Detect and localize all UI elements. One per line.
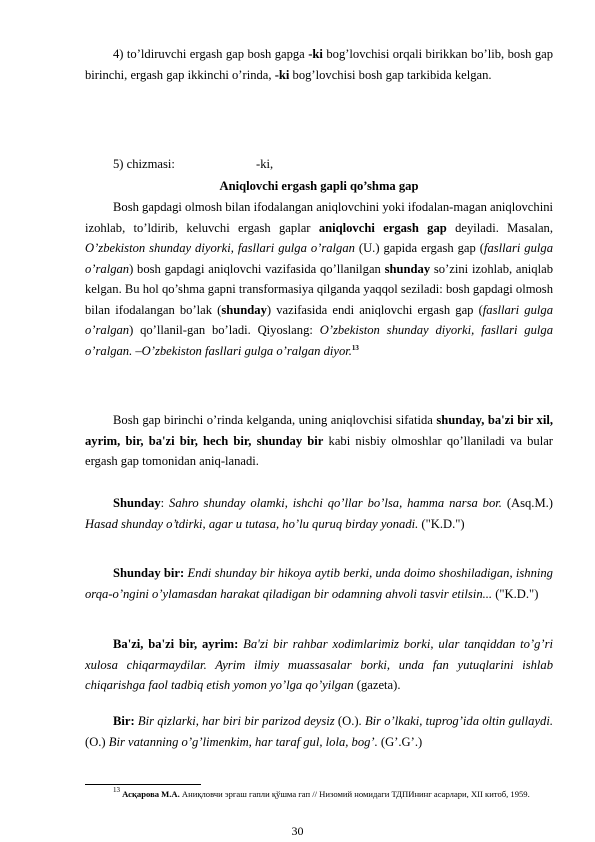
page-number: 30 bbox=[291, 824, 304, 838]
example-italic: Hasad shunday o’tdirki, agar u tutasa, ho’lu quruq birday yonadi. bbox=[85, 516, 419, 531]
footnote-separator bbox=[85, 784, 201, 785]
example-source: (O.) bbox=[85, 734, 109, 749]
footnote-number: 13 bbox=[113, 786, 120, 794]
scheme-ki: -ki, bbox=[256, 157, 274, 171]
example-italic: Bir vatanning o’g’limenkim, har taraf gul, lola, bog’. bbox=[108, 734, 378, 749]
example-keyword: Shunday bbox=[113, 496, 161, 510]
example-italic: O’zbekiston shunday diyorki, fasllari gulga o’ralgan bbox=[85, 241, 355, 255]
example-italic: fasllari gulga o’ralgan bbox=[85, 241, 553, 276]
footnote-text: Аниқловчи эргаш гапли қўшма гап // Низомий номидаги ТДПИнинг асарлари, XII китоб, 1959. bbox=[179, 789, 530, 799]
text-run: (U.) gapida ergash gap ( bbox=[354, 241, 484, 255]
example-source: ("K.D.") bbox=[492, 586, 539, 601]
term-bold: shunday bbox=[384, 261, 431, 276]
text-run: : bbox=[160, 496, 170, 510]
text-run: bog’lovchisi orqali birikkan bo’lib, bosh gap birinchi, ergash gap ikkinchi o’rinda, bbox=[85, 47, 554, 82]
example-bir bbox=[85, 711, 553, 752]
text-run: bog’lovchisi bosh gap tarkibida kelgan. bbox=[289, 67, 492, 82]
scheme-line bbox=[113, 154, 581, 175]
example-keyword: Ba'zi, ba'zi bir, ayrim: bbox=[113, 637, 239, 651]
example-source: (O.). bbox=[334, 714, 365, 728]
text-run: kabi nisbiy olmoshlar qo’llaniladi va bular ergash gap tomonidan aniq-lanadi. bbox=[85, 433, 553, 468]
section-heading: Aniqlovchi ergash gapli qo’shma gap bbox=[219, 179, 419, 193]
example-keyword: Bir: bbox=[113, 714, 135, 728]
example-italic: Endi shunday bir hikoya aytib berki, unda doimo shoshiladigan, ishning orqa-o’ngini o’ylamasdan harakat qiladigan bir odamning ahvoli tasvir etilsin... bbox=[85, 566, 553, 601]
bold-ki: -ki bbox=[308, 47, 323, 61]
scheme-label: 5) chizmasi: bbox=[113, 157, 175, 171]
example-italic: Ba'zi bir rahbar xodimlarimiz borki, ular tanqiddan to’g’ri xulosa chiqarmaydilar. Ayrim ilmiy muassasalar borki, unda fan yutuqlarini ishlab chiqarishga faol tadbiq etish yomon yo’lga qo’yilgan bbox=[85, 637, 554, 692]
bold-ki: -ki bbox=[274, 67, 290, 82]
term-bold: aniqlovchi ergash gap bbox=[318, 220, 447, 235]
example-italic: Bir o’lkaki, tuprog’ida oltin gullaydi. bbox=[364, 714, 553, 728]
paragraph-definition bbox=[85, 197, 553, 361]
pronouns-bold: shunday, ba'zi bir xil, ayrim, bir, ba'zi bir, hech bir, shunday bir bbox=[85, 413, 553, 448]
example-shunday bbox=[85, 493, 553, 534]
text-run: ) vazifasida endi aniqlovchi ergash gap ( bbox=[266, 302, 483, 317]
text-run: deyiladi. Masalan, bbox=[446, 220, 553, 235]
example-source: (Asq.M.) bbox=[501, 496, 553, 510]
text-run: so’zini izohlab, aniqlab kelgan. Bu hol qo’shma gapni transformasiya qilganda yaqqol seziladi: bosh gapdagi olmosh bilan ifodalangan bo’lak ( bbox=[85, 261, 553, 317]
footnote bbox=[85, 788, 553, 800]
text-run: ) qo’llanil-gan bo’ladi. Qiyoslang: bbox=[129, 323, 320, 337]
example-source: ("K.D.") bbox=[418, 516, 465, 531]
example-source: (gazeta). bbox=[353, 678, 401, 692]
footnote-author: Асқарова М.А. bbox=[120, 789, 180, 799]
text-run: Bosh gap birinchi o’rinda kelganda, uning aniqlovchisi sifatida bbox=[113, 413, 437, 427]
footnote-reference[interactable]: 13 bbox=[351, 343, 359, 352]
paragraph-pronouns bbox=[85, 410, 553, 472]
example-italic: O’zbekiston shunday diyorki, fasllari gulga o’ralgan. –O’zbekiston fasllari gulga o’ralgan diyor. bbox=[85, 323, 553, 358]
example-shunday-bir bbox=[85, 563, 553, 604]
paragraph-object-clause bbox=[85, 44, 553, 85]
text-run: 4) to’ldiruvchi ergash gap bosh gapga bbox=[113, 47, 309, 61]
example-bazi-ayrim bbox=[85, 634, 553, 696]
text-run: ) bosh gapdagi aniqlovchi vazifasida qo’llanilgan bbox=[129, 261, 385, 276]
example-italic: Sahro shunday olamki, ishchi qo’llar bo’lsa, hamma narsa bor. bbox=[169, 496, 502, 510]
example-keyword: Shunday bir: bbox=[113, 566, 185, 580]
example-italic: Bir qizlarki, har biri bir parizod deysiz bbox=[137, 714, 335, 728]
example-italic: fasllari gulga o’ralgan bbox=[85, 302, 553, 337]
example-source: (G’.G’.) bbox=[377, 734, 423, 749]
text-run: Bosh gapdagi olmosh bilan ifodalangan aniqlovchini yoki ifodalan-magan aniqlovchini izohlab, to’ldirib, keluvchi ergash gaplar bbox=[85, 200, 553, 235]
term-bold: shunday bbox=[221, 302, 267, 317]
